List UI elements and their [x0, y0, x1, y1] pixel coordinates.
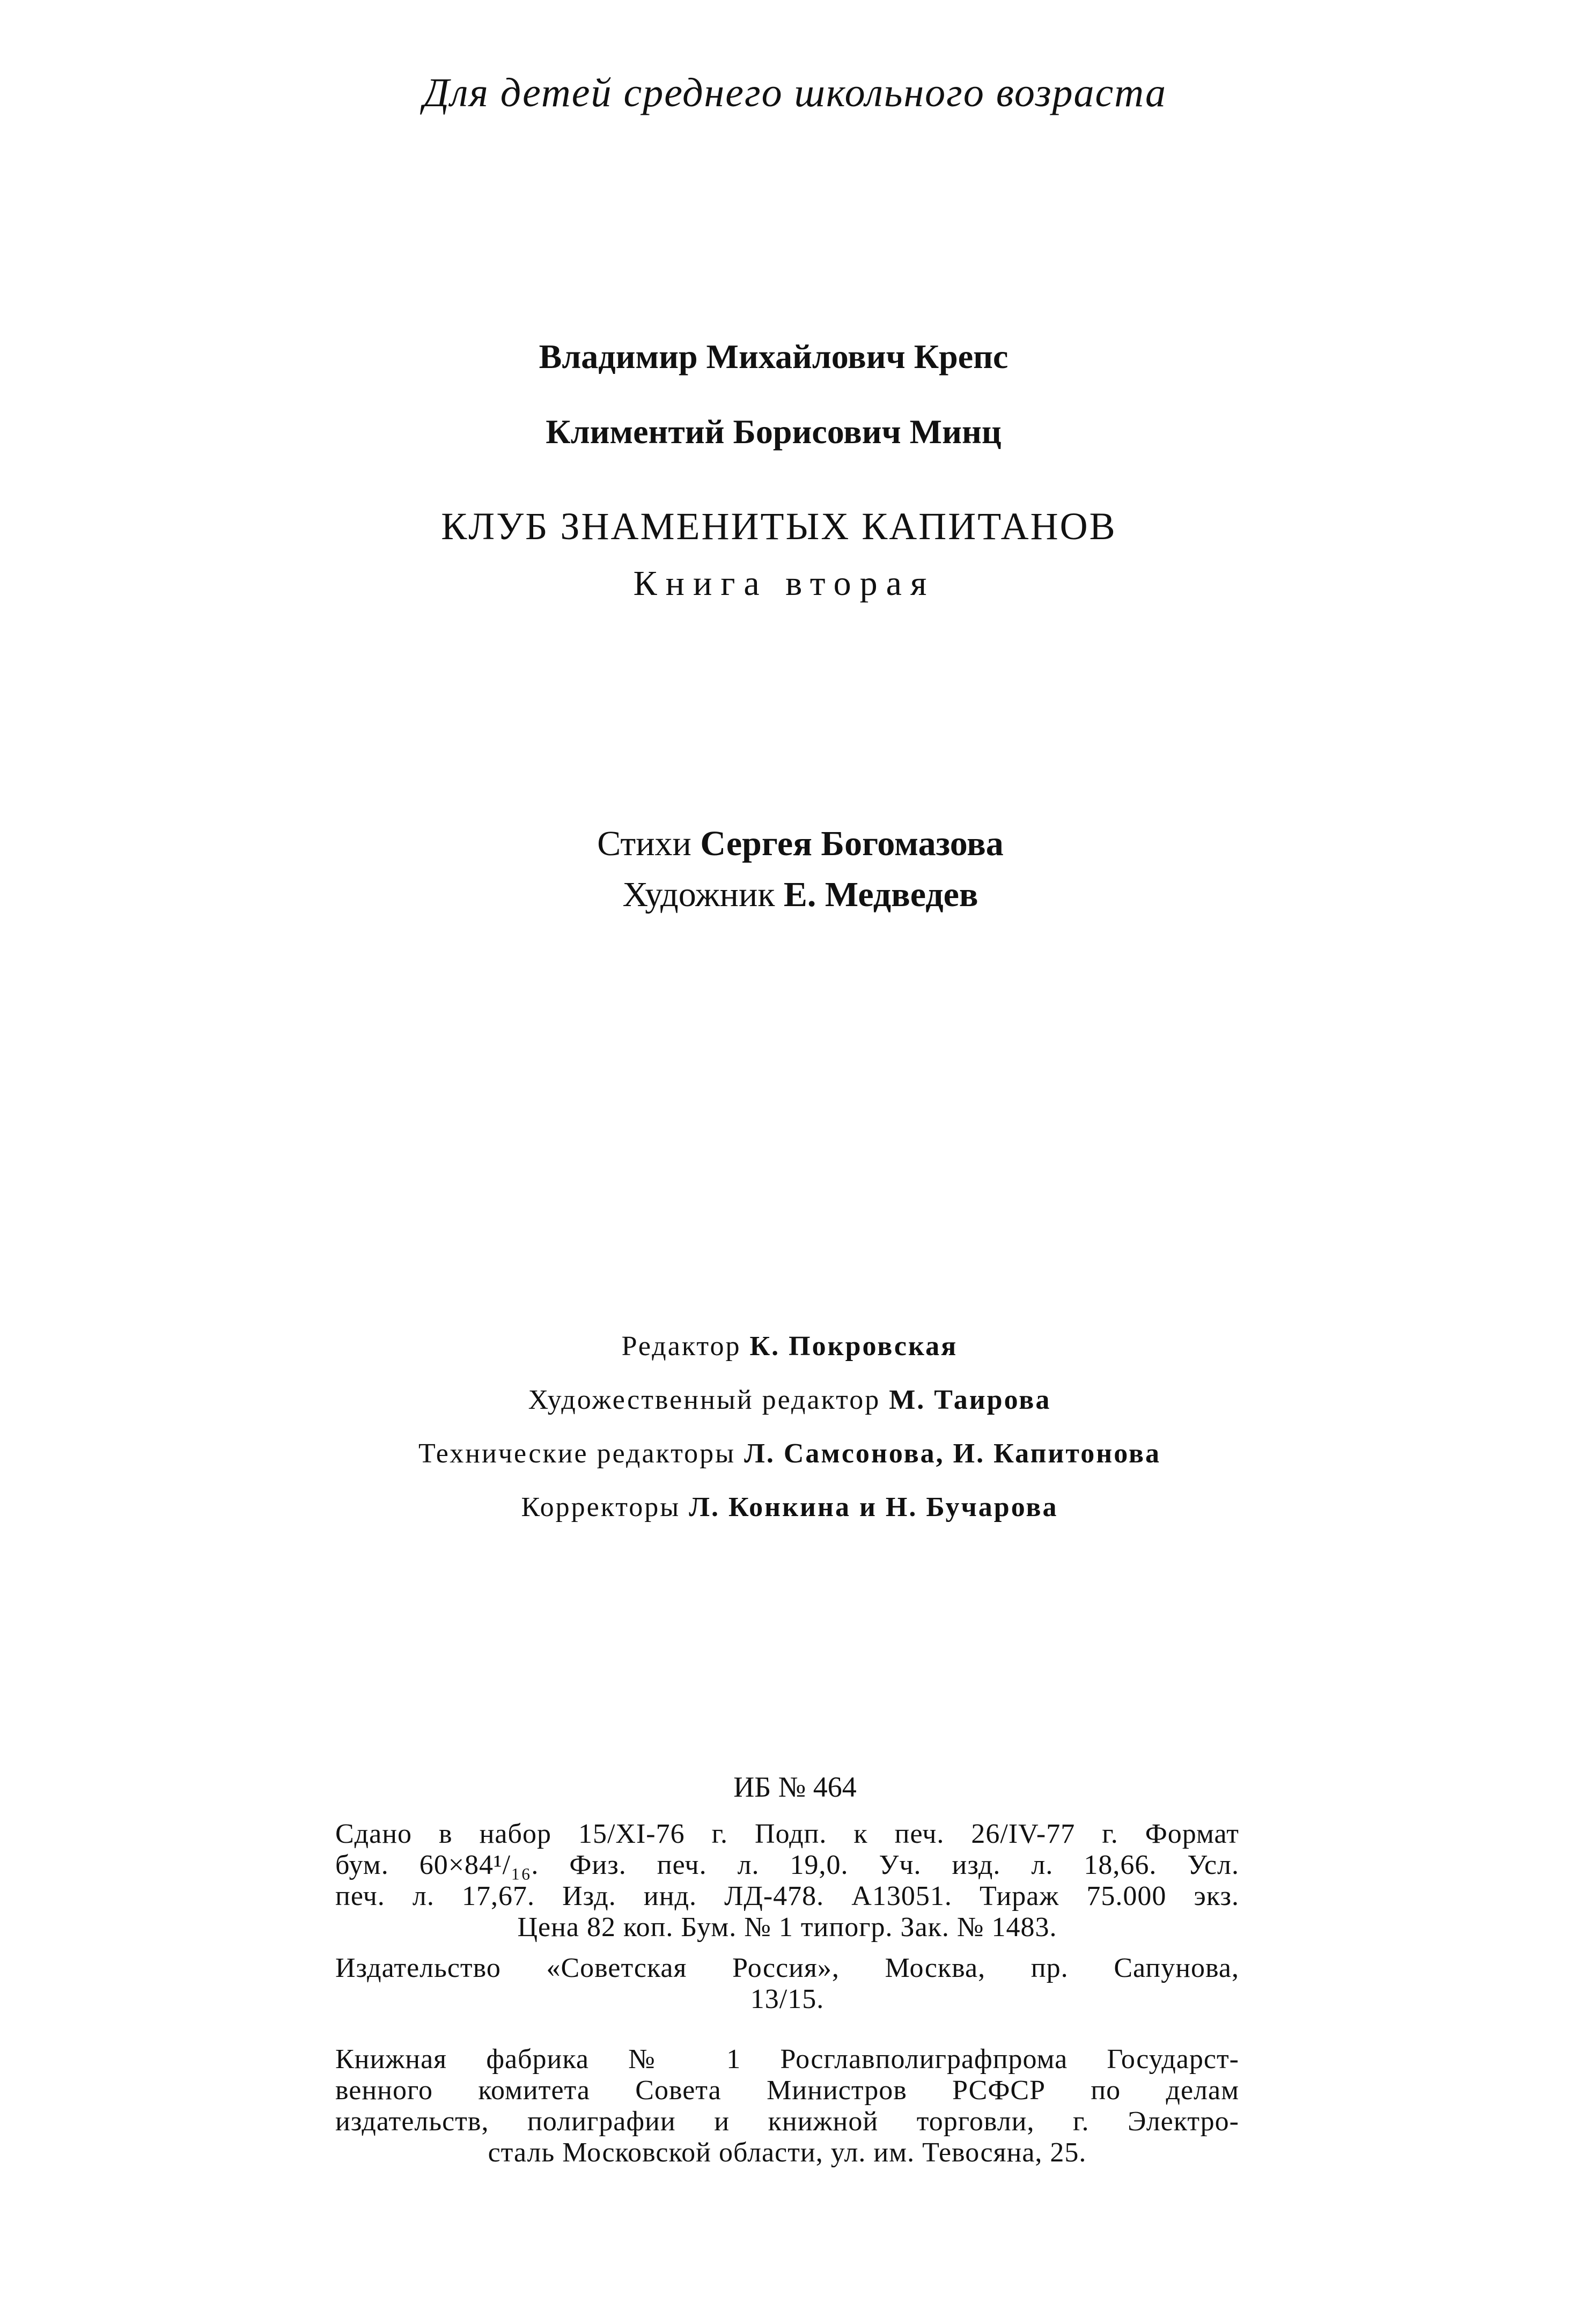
staff-editor: [0, 1330, 1585, 1362]
staff-role: Корректоры: [521, 1492, 681, 1523]
staff-proofreaders: [0, 1491, 1585, 1523]
poems-credit-label: Стихи: [597, 824, 691, 863]
imprint-line: 13/15.: [750, 1984, 825, 2014]
book-title: КЛУБ ЗНАМЕНИТЫХ КАПИТАНОВ: [441, 505, 1117, 548]
staff-names: Л. Конкина и Н. Бучарова: [689, 1492, 1058, 1523]
artist-credit-name: Е. Медведев: [783, 875, 978, 914]
imprint-line: бум. 60×84¹/₁₆. Физ. печ. л. 19,0. Уч. изд. л. 18,66. Усл.: [335, 1850, 1239, 1880]
staff-art-editor: [0, 1384, 1585, 1416]
staff-names: Л. Самсонова, И. Капитонова: [744, 1438, 1161, 1469]
imprint-line: Цена 82 коп. Бум. № 1 типогр. Зак. № 1483.: [517, 1912, 1057, 1943]
imprint-line: сталь Московской области, ул. им. Тевосяна, 25.: [488, 2137, 1087, 2168]
imprint-line: Книжная фабрика № 1 Росглавполиграфпрома Государст-: [335, 2044, 1239, 2075]
imprint-publisher: [335, 1953, 1239, 2015]
author-name-1: Владимир Михайлович Крепс: [539, 337, 1009, 376]
book-subtitle: Книга вторая: [633, 564, 936, 603]
artist-credit-label: Художник: [622, 875, 775, 914]
imprint-line: издательств, полиграфии и книжной торговли, г. Электро-: [335, 2106, 1239, 2137]
ib-number: ИБ № 464: [733, 1771, 857, 1803]
staff-names: М. Таирова: [889, 1385, 1051, 1415]
imprint-line: венного комитета Совета Министров РСФСР по делам: [335, 2075, 1239, 2106]
author-name-2: Климентий Борисович Минц: [546, 413, 1002, 451]
imprint-printer: [335, 2044, 1239, 2168]
artist-credit: [5, 874, 1590, 915]
staff-role: Технические редакторы: [418, 1438, 736, 1469]
audience-note: Для детей среднего школьного возраста: [423, 70, 1167, 115]
imprint-line: Сдано в набор 15/XI-76 г. Подп. к печ. 26/IV-77 г. Формат: [335, 1819, 1239, 1849]
imprint-line: печ. л. 17,67. Изд. инд. ЛД-478. А13051. Тираж 75.000 экз.: [335, 1881, 1239, 1911]
staff-role: Редактор: [621, 1331, 741, 1362]
staff-technical-editors: [0, 1438, 1585, 1469]
imprint-production-info: [335, 1819, 1239, 1943]
poems-credit-name: Сергея Богомазова: [700, 824, 1004, 863]
staff-role: Художественный редактор: [528, 1385, 881, 1415]
imprint-line: Издательство «Советская Россия», Москва, пр. Сапунова,: [335, 1953, 1239, 1983]
poems-credit: [5, 823, 1590, 864]
staff-names: К. Покровская: [749, 1331, 958, 1362]
